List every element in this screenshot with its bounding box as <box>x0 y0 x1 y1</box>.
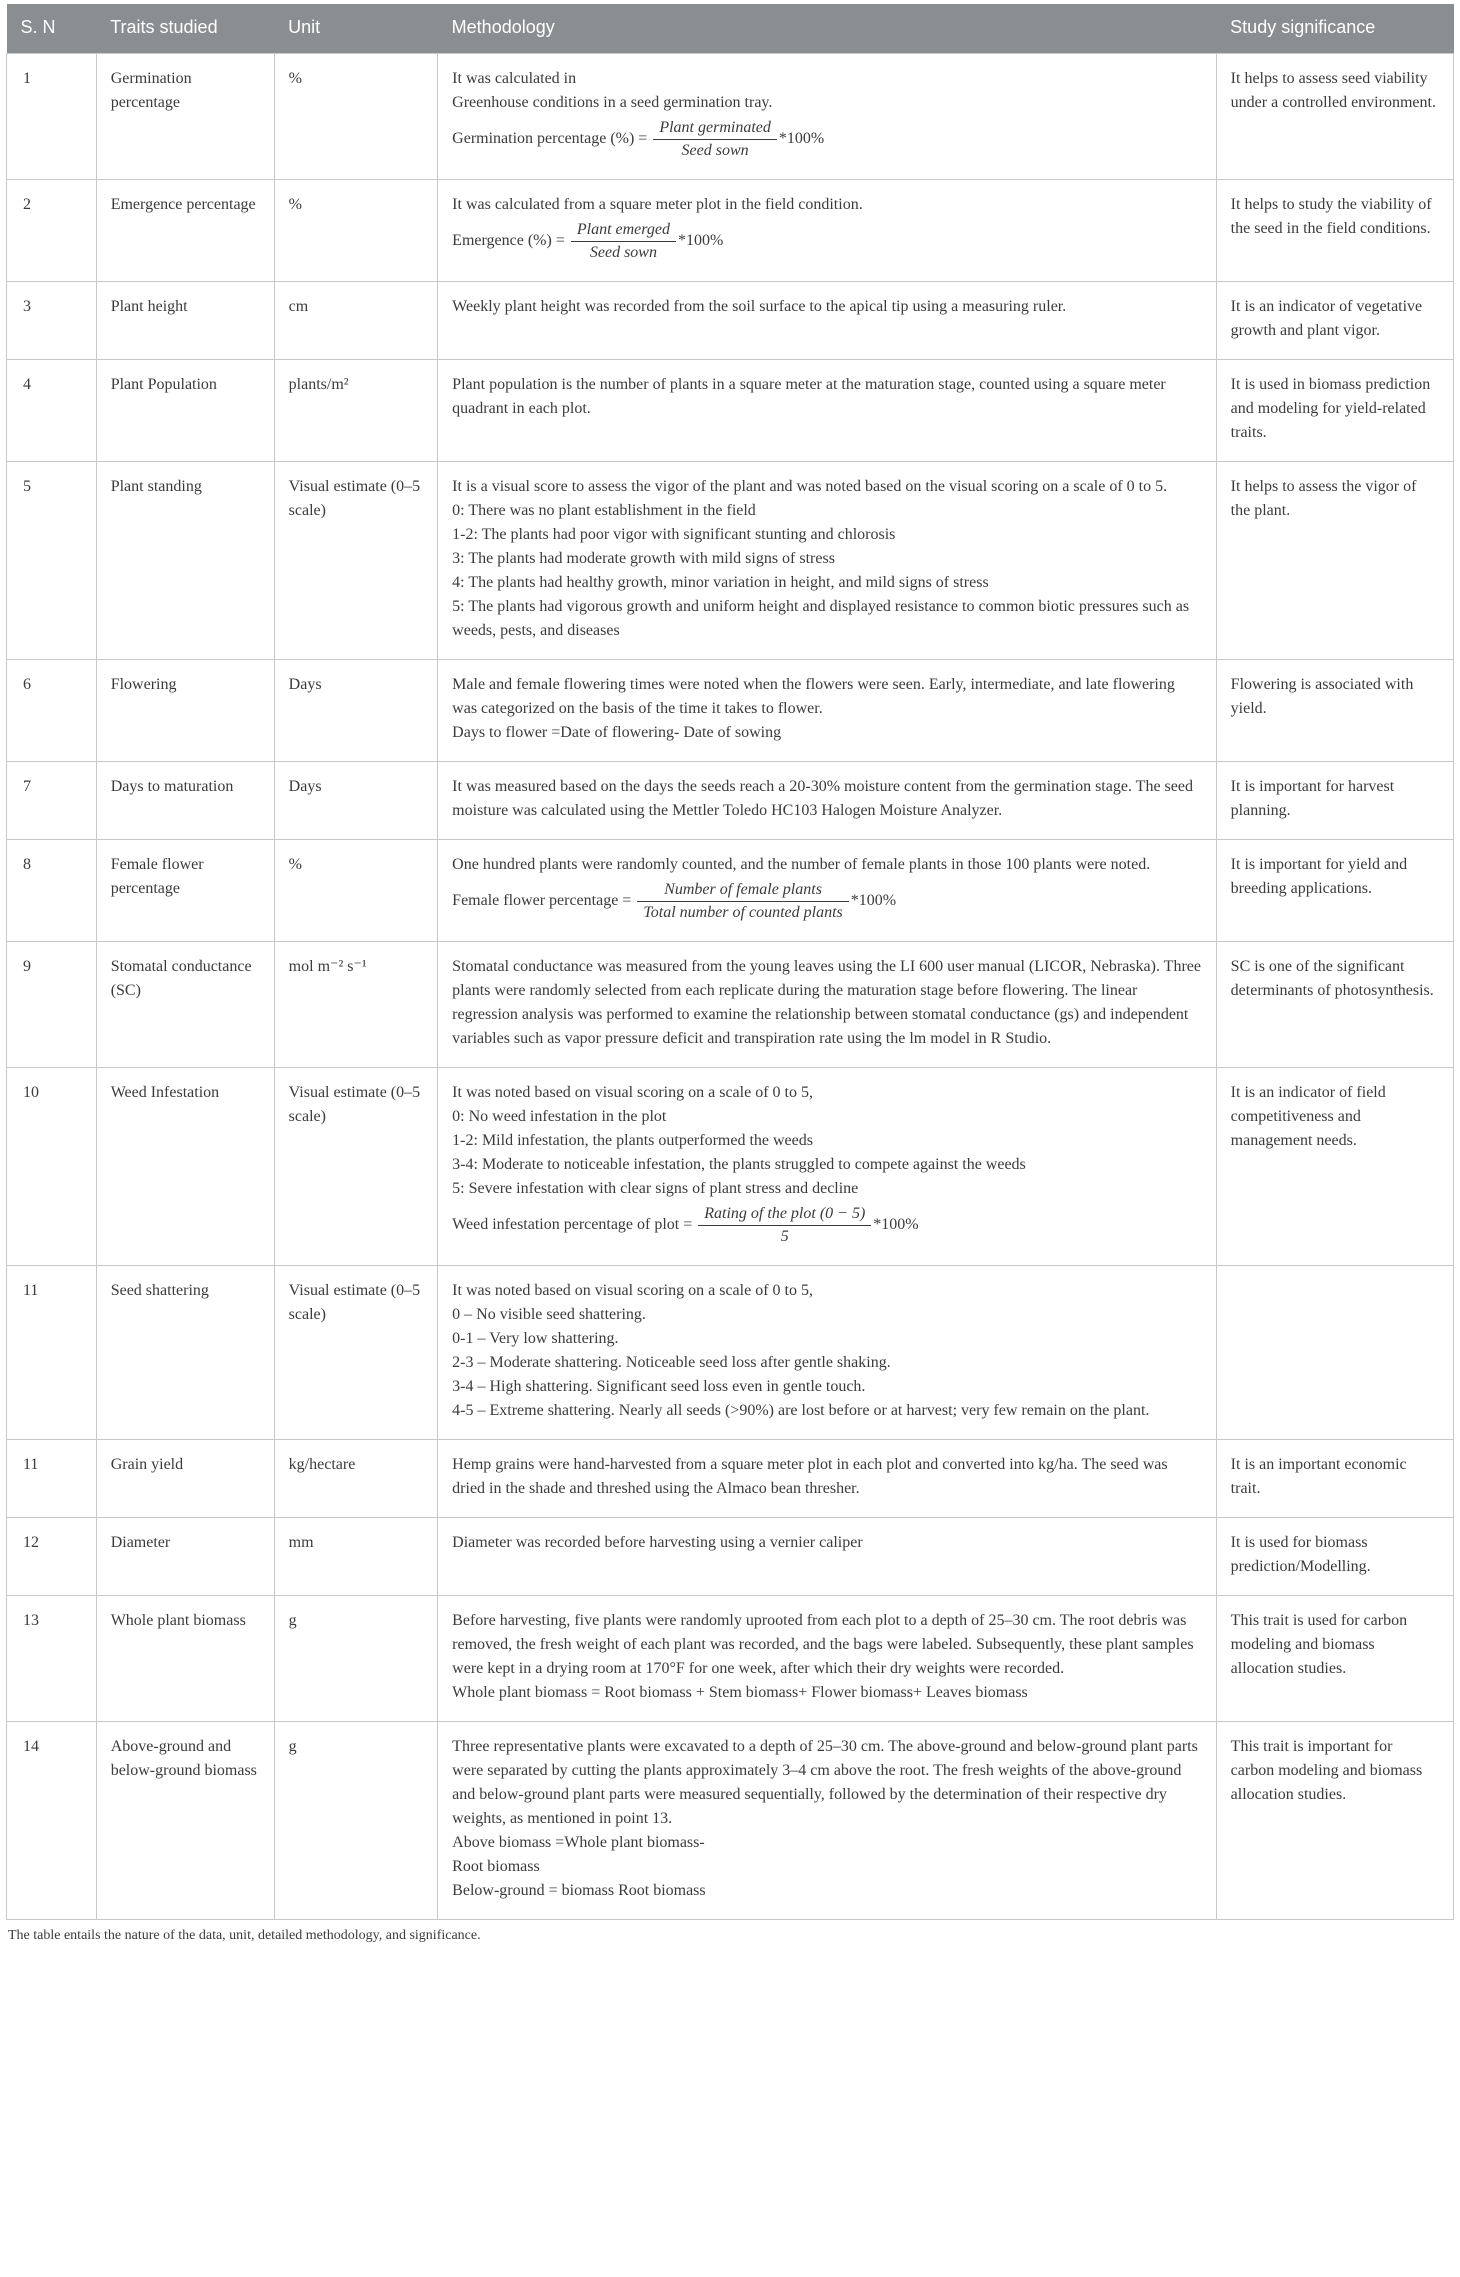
methodology-line: It is a visual score to assess the vigor of the plant and was noted based on the visual scoring on a scale of 0 to 5. <box>452 477 1168 495</box>
methodology-line: Before harvesting, five plants were randomly uprooted from each plot to a depth of 25–30 cm. The root debris was removed, the fresh weight of each plant was recorded, and the bags were labeled. Subsequently, these plant samples were kept in a drying room at 170°F for one week, after which their dry weights were recorded. <box>452 1611 1194 1677</box>
fraction-denominator: Total number of counted plants <box>643 903 843 921</box>
cell-study-significance: It is an indicator of vegetative growth and plant vigor. <box>1216 281 1453 359</box>
table-row <box>7 1517 1454 1595</box>
methodology-line: It was calculated from a square meter plot in the field condition. <box>452 195 863 213</box>
cell-trait-studied: Seed shattering <box>96 1265 274 1439</box>
methodology-line: 0: There was no plant establishment in the field <box>452 501 756 519</box>
formula-fraction <box>698 1204 871 1247</box>
cell-methodology <box>438 839 1217 941</box>
methodology-formula <box>452 1201 1202 1249</box>
cell-serial-number: 1 <box>7 53 97 179</box>
table-row <box>7 659 1454 761</box>
cell-unit: Visual estimate (0–5 scale) <box>274 1265 438 1439</box>
methodology-line: 4: The plants had healthy growth, minor variation in height, and mild signs of stress <box>452 573 989 591</box>
formula-fraction <box>571 220 676 263</box>
methodology-line: Above biomass =Whole plant biomass- <box>452 1833 705 1851</box>
formula-prefix: Female flower percentage = <box>452 891 636 909</box>
methodology-line: Hemp grains were hand-harvested from a square meter plot in each plot and converted into kg/ha. The seed was dried in the shade and threshed using the Almaco bean thresher. <box>452 1455 1168 1497</box>
fraction-numerator: Plant emerged <box>571 220 676 242</box>
fraction-numerator: Rating of the plot (0 − 5) <box>698 1204 871 1226</box>
cell-trait-studied: Grain yield <box>96 1439 274 1517</box>
formula-fraction <box>653 118 777 161</box>
cell-methodology <box>438 1595 1217 1721</box>
cell-unit: Visual estimate (0–5 scale) <box>274 461 438 659</box>
cell-study-significance: SC is one of the significant determinants of photosynthesis. <box>1216 941 1453 1067</box>
methodology-line: Three representative plants were excavated to a depth of 25–30 cm. The above-ground and below-ground plant parts were separated by cutting the plants approximately 3–4 cm above the root. The fresh weights of the above-ground and below-ground plant parts were measured sequentially, followed by the determination of their respective dry weights, as mentioned in point 13. <box>452 1737 1198 1827</box>
cell-trait-studied: Plant Population <box>96 359 274 461</box>
table-footnote: The table entails the nature of the data, unit, detailed methodology, and significance. <box>8 1927 481 1943</box>
fraction-numerator: Number of female plants <box>637 880 848 902</box>
cell-study-significance: It is important for yield and breeding applications. <box>1216 839 1453 941</box>
cell-trait-studied: Plant standing <box>96 461 274 659</box>
cell-unit: Visual estimate (0–5 scale) <box>274 1067 438 1265</box>
cell-unit: % <box>274 839 438 941</box>
cell-study-significance: It is an important economic trait. <box>1216 1439 1453 1517</box>
cell-trait-studied: Days to maturation <box>96 761 274 839</box>
cell-serial-number: 11 <box>7 1439 97 1517</box>
cell-serial-number: 8 <box>7 839 97 941</box>
column-header-methodology: Methodology <box>438 4 1217 53</box>
cell-trait-studied: Whole plant biomass <box>96 1595 274 1721</box>
cell-unit: plants/m² <box>274 359 438 461</box>
methodology-line: It was measured based on the days the seeds reach a 20-30% moisture content from the germination stage. The seed moisture was calculated using the Mettler Toledo HC103 Halogen Moisture Analyzer. <box>452 777 1193 819</box>
table-body <box>7 53 1454 1919</box>
cell-unit: % <box>274 179 438 281</box>
methodology-formula <box>452 877 1202 925</box>
cell-unit: cm <box>274 281 438 359</box>
fraction-numerator: Plant germinated <box>653 118 777 140</box>
cell-methodology <box>438 179 1217 281</box>
formula-prefix: Emergence (%) = <box>452 231 569 249</box>
column-header-study-significance: Study significance <box>1216 4 1453 53</box>
methodology-line: 1-2: Mild infestation, the plants outperformed the weeds <box>452 1131 813 1149</box>
cell-trait-studied: Stomatal conductance (SC) <box>96 941 274 1067</box>
methodology-line: 3-4: Moderate to noticeable infestation, the plants struggled to compete against the weeds <box>452 1155 1026 1173</box>
methodology-line: It was calculated in <box>452 69 577 87</box>
formula-suffix: *100% <box>778 129 825 147</box>
cell-study-significance: It is used in biomass prediction and modeling for yield-related traits. <box>1216 359 1453 461</box>
cell-serial-number: 9 <box>7 941 97 1067</box>
formula-suffix: *100% <box>873 1215 919 1233</box>
column-header-unit: Unit <box>274 4 438 53</box>
methodology-line: Whole plant biomass = Root biomass + Stem biomass+ Flower biomass+ Leaves biomass <box>452 1683 1028 1701</box>
cell-study-significance: It helps to study the viability of the seed in the field conditions. <box>1216 179 1453 281</box>
table-row <box>7 1721 1454 1919</box>
cell-methodology <box>438 1067 1217 1265</box>
methodology-line: Male and female flowering times were noted when the flowers were seen. Early, intermediate, and late flowering was categorized on the basis of the time it takes to flower. <box>452 675 1175 717</box>
methodology-line: It was noted based on visual scoring on a scale of 0 to 5, <box>452 1083 813 1101</box>
methodology-line: 4-5 – Extreme shattering. Nearly all seeds (>90%) are lost before or at harvest; very few remain on the plant. <box>452 1401 1150 1419</box>
cell-unit: Days <box>274 761 438 839</box>
table-row <box>7 1595 1454 1721</box>
methodology-formula <box>452 115 1202 163</box>
methodology-line: One hundred plants were randomly counted, and the number of female plants in those 100 plants were noted. <box>452 855 1151 873</box>
formula-prefix: Weed infestation percentage of plot = <box>452 1215 697 1233</box>
cell-study-significance: Flowering is associated with yield. <box>1216 659 1453 761</box>
cell-serial-number: 4 <box>7 359 97 461</box>
traits-methodology-table <box>6 4 1454 1920</box>
cell-study-significance: It is used for biomass prediction/Modelling. <box>1216 1517 1453 1595</box>
cell-study-significance: It is important for harvest planning. <box>1216 761 1453 839</box>
cell-study-significance: It helps to assess seed viability under a controlled environment. <box>1216 53 1453 179</box>
methodology-line: 0: No weed infestation in the plot <box>452 1107 667 1125</box>
cell-unit: g <box>274 1721 438 1919</box>
fraction-denominator: 5 <box>780 1227 789 1245</box>
cell-trait-studied: Weed Infestation <box>96 1067 274 1265</box>
cell-trait-studied: Diameter <box>96 1517 274 1595</box>
cell-methodology <box>438 1721 1217 1919</box>
cell-methodology <box>438 281 1217 359</box>
cell-study-significance <box>1216 1265 1453 1439</box>
cell-unit: kg/hectare <box>274 1439 438 1517</box>
methodology-line: Below-ground = biomass Root biomass <box>452 1881 706 1899</box>
table-row <box>7 359 1454 461</box>
cell-trait-studied: Emergence percentage <box>96 179 274 281</box>
cell-methodology <box>438 53 1217 179</box>
table-row <box>7 1067 1454 1265</box>
table-row <box>7 53 1454 179</box>
cell-unit: % <box>274 53 438 179</box>
cell-serial-number: 3 <box>7 281 97 359</box>
cell-methodology <box>438 461 1217 659</box>
cell-methodology <box>438 1265 1217 1439</box>
methodology-line: It was noted based on visual scoring on a scale of 0 to 5, <box>452 1281 813 1299</box>
cell-trait-studied: Plant height <box>96 281 274 359</box>
cell-study-significance: It is an indicator of field competitiveness and management needs. <box>1216 1067 1453 1265</box>
cell-study-significance: It helps to assess the vigor of the plant. <box>1216 461 1453 659</box>
formula-suffix: *100% <box>850 891 897 909</box>
methodology-line: 0-1 – Very low shattering. <box>452 1329 619 1347</box>
table-header-row <box>7 4 1454 53</box>
methodology-line: Plant population is the number of plants in a square meter at the maturation stage, counted using a square meter quadrant in each plot. <box>452 375 1166 417</box>
table-row <box>7 179 1454 281</box>
table-row <box>7 761 1454 839</box>
table-row <box>7 1439 1454 1517</box>
cell-serial-number: 14 <box>7 1721 97 1919</box>
methodology-line: Stomatal conductance was measured from the young leaves using the LI 600 user manual (LICOR, Nebraska). Three plants were randomly selected from each replicate during the maturation stage before flowering. The linear regression analysis was performed to examine the relationship between stomatal conductance (gs) and independent variables such as vapor pressure deficit and transpiration rate using the lm model in R Studio. <box>452 957 1201 1047</box>
table-row <box>7 461 1454 659</box>
cell-study-significance: This trait is used for carbon modeling and biomass allocation studies. <box>1216 1595 1453 1721</box>
table-row <box>7 281 1454 359</box>
methodology-line: 3-4 – High shattering. Significant seed loss even in gentle touch. <box>452 1377 866 1395</box>
methodology-line: Weekly plant height was recorded from the soil surface to the apical tip using a measuring ruler. <box>452 297 1067 315</box>
column-header-traits-studied: Traits studied <box>96 4 274 53</box>
methodology-line: 0 – No visible seed shattering. <box>452 1305 646 1323</box>
cell-serial-number: 13 <box>7 1595 97 1721</box>
methodology-formula <box>452 217 1202 265</box>
methodology-line: Root biomass <box>452 1857 540 1875</box>
table-row <box>7 839 1454 941</box>
cell-serial-number: 11 <box>7 1265 97 1439</box>
methodology-line: 3: The plants had moderate growth with mild signs of stress <box>452 549 835 567</box>
cell-methodology <box>438 761 1217 839</box>
table-row <box>7 941 1454 1067</box>
cell-serial-number: 2 <box>7 179 97 281</box>
cell-trait-studied: Female flower percentage <box>96 839 274 941</box>
fraction-denominator: Seed sown <box>681 141 749 159</box>
cell-methodology <box>438 1439 1217 1517</box>
formula-prefix: Germination percentage (%) = <box>452 129 652 147</box>
cell-serial-number: 5 <box>7 461 97 659</box>
formula-suffix: *100% <box>678 231 724 249</box>
cell-serial-number: 12 <box>7 1517 97 1595</box>
methodology-line: Diameter was recorded before harvesting using a vernier caliper <box>452 1533 863 1551</box>
cell-methodology <box>438 659 1217 761</box>
cell-unit: Days <box>274 659 438 761</box>
cell-unit: g <box>274 1595 438 1721</box>
cell-methodology <box>438 1517 1217 1595</box>
methodology-line: Greenhouse conditions in a seed germination tray. <box>452 93 773 111</box>
cell-study-significance: This trait is important for carbon modeling and biomass allocation studies. <box>1216 1721 1453 1919</box>
fraction-denominator: Seed sown <box>589 243 657 261</box>
methodology-line: 2-3 – Moderate shattering. Noticeable seed loss after gentle shaking. <box>452 1353 891 1371</box>
cell-serial-number: 6 <box>7 659 97 761</box>
cell-trait-studied: Above-ground and below-ground biomass <box>96 1721 274 1919</box>
cell-methodology <box>438 359 1217 461</box>
cell-methodology <box>438 941 1217 1067</box>
cell-unit: mm <box>274 1517 438 1595</box>
cell-serial-number: 7 <box>7 761 97 839</box>
formula-fraction <box>637 880 848 923</box>
cell-trait-studied: Flowering <box>96 659 274 761</box>
methodology-line: 5: Severe infestation with clear signs of plant stress and decline <box>452 1179 859 1197</box>
cell-serial-number: 10 <box>7 1067 97 1265</box>
column-header-sn: S. N <box>7 4 97 53</box>
methodology-line: Days to flower =Date of flowering- Date of sowing <box>452 723 782 741</box>
table-row <box>7 1265 1454 1439</box>
cell-unit: mol m⁻² s⁻¹ <box>274 941 438 1067</box>
cell-trait-studied: Germination percentage <box>96 53 274 179</box>
methodology-line: 1-2: The plants had poor vigor with significant stunting and chlorosis <box>452 525 896 543</box>
methodology-line: 5: The plants had vigorous growth and uniform height and displayed resistance to common biotic pressures such as weeds, pests, and diseases <box>452 597 1190 639</box>
